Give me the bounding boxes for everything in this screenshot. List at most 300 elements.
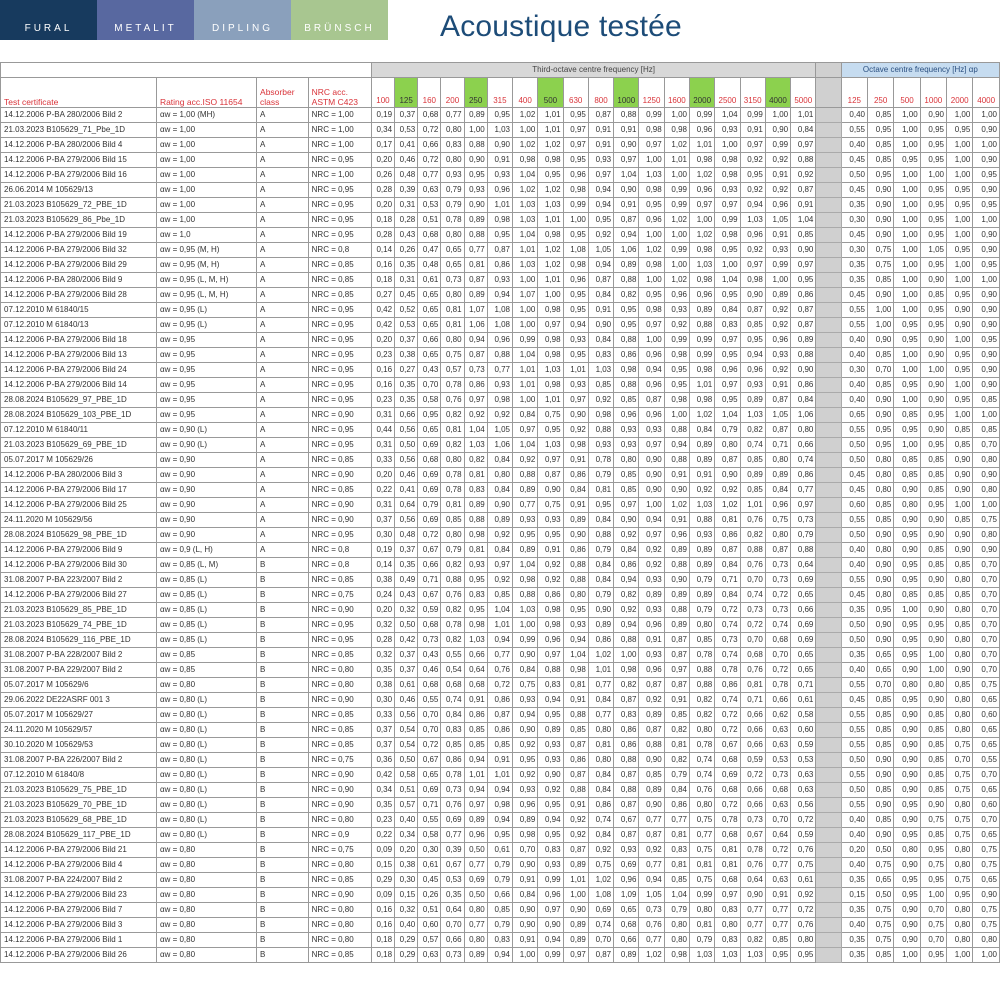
cell-octave-value: 0,85 bbox=[920, 453, 946, 468]
cell-nrc: NRC = 0,80 bbox=[308, 858, 371, 873]
cell-third-octave-value: 0,56 bbox=[395, 513, 418, 528]
cell-octave-value: 0,80 bbox=[920, 678, 946, 693]
cell-third-octave-value: 1,00 bbox=[664, 228, 689, 243]
octave-header-1000: 1000 bbox=[920, 78, 946, 108]
table-row bbox=[1, 423, 1000, 438]
cell-third-octave-value: 0,92 bbox=[563, 423, 588, 438]
cell-third-octave-value: 0,97 bbox=[614, 153, 639, 168]
cell-rating: αw = 0,85 (L) bbox=[156, 588, 256, 603]
cell-rating: αw = 0,95 bbox=[156, 363, 256, 378]
cell-third-octave-value: 0,92 bbox=[765, 318, 790, 333]
cell-octave-value: 1,00 bbox=[946, 168, 972, 183]
cell-third-octave-value: 1,00 bbox=[513, 618, 538, 633]
cell-third-octave-value: 0,34 bbox=[395, 828, 418, 843]
cell-third-octave-value: 0,89 bbox=[563, 918, 588, 933]
cell-third-octave-value: 1,02 bbox=[664, 138, 689, 153]
table-row bbox=[1, 903, 1000, 918]
cell-third-octave-value: 0,86 bbox=[563, 753, 588, 768]
cell-third-octave-value: 0,89 bbox=[689, 303, 714, 318]
cell-test-certificate: 07.12.2010 M 61840/15 bbox=[1, 303, 157, 318]
cell-third-octave-value: 0,84 bbox=[588, 288, 613, 303]
cell-third-octave-value: 0,68 bbox=[740, 648, 765, 663]
cell-third-octave-value: 0,85 bbox=[588, 378, 613, 393]
cell-third-octave-value: 0,89 bbox=[538, 723, 563, 738]
table-row bbox=[1, 273, 1000, 288]
cell-third-octave-value: 0,94 bbox=[487, 633, 512, 648]
freq-header-2000: 2000 bbox=[689, 78, 714, 108]
cell-third-octave-value: 0,37 bbox=[371, 723, 394, 738]
table-row bbox=[1, 288, 1000, 303]
cell-octave-value: 0,90 bbox=[973, 468, 1000, 483]
cell-octave-value: 1,00 bbox=[894, 438, 920, 453]
cell-third-octave-value: 0,94 bbox=[464, 753, 487, 768]
cell-third-octave-value: 0,78 bbox=[441, 768, 464, 783]
cell-rating: αw = 1,0 bbox=[156, 228, 256, 243]
cell-octave-value: 0,55 bbox=[841, 768, 867, 783]
cell-third-octave-value: 0,91 bbox=[664, 513, 689, 528]
cell-third-octave-value: 0,66 bbox=[464, 648, 487, 663]
cell-third-octave-value: 0,87 bbox=[614, 213, 639, 228]
cell-third-octave-value: 0,80 bbox=[441, 528, 464, 543]
cell-third-octave-value: 0,90 bbox=[464, 153, 487, 168]
cell-third-octave-value: 0,98 bbox=[639, 303, 664, 318]
cell-third-octave-value: 0,78 bbox=[765, 678, 790, 693]
cell-rating: αw = 0,95 (L) bbox=[156, 318, 256, 333]
cell-third-octave-value: 0,50 bbox=[395, 438, 418, 453]
cell-octave-value: 0,70 bbox=[973, 768, 1000, 783]
cell-third-octave-value: 0,97 bbox=[664, 663, 689, 678]
cell-octave-value: 0,90 bbox=[894, 663, 920, 678]
cell-test-certificate: 14.12.2006 P-BA 280/2006 Bild 3 bbox=[1, 468, 157, 483]
cell-octave-value: 0,65 bbox=[973, 723, 1000, 738]
cell-absorber-class: A bbox=[257, 243, 309, 258]
cell-third-octave-value: 0,98 bbox=[513, 153, 538, 168]
cell-octave-value: 0,90 bbox=[868, 228, 894, 243]
cell-third-octave-value: 0,53 bbox=[418, 198, 441, 213]
cell-third-octave-value: 0,97 bbox=[791, 138, 816, 153]
cell-octave-value: 0,70 bbox=[868, 363, 894, 378]
cell-octave-value: 0,45 bbox=[841, 693, 867, 708]
cell-third-octave-value: 0,82 bbox=[689, 693, 714, 708]
cell-third-octave-value: 0,66 bbox=[740, 738, 765, 753]
cell-octave-value: 0,55 bbox=[841, 318, 867, 333]
cell-third-octave-value: 1,04 bbox=[513, 438, 538, 453]
cell-octave-value: 0,90 bbox=[973, 153, 1000, 168]
cell-octave-value: 0,65 bbox=[868, 873, 894, 888]
cell-octave-value: 1,00 bbox=[894, 348, 920, 363]
cell-third-octave-value: 0,96 bbox=[513, 798, 538, 813]
cell-test-certificate: 31.08.2007 P-BA 228/2007 Bild 2 bbox=[1, 648, 157, 663]
cell-third-octave-value: 0,75 bbox=[513, 678, 538, 693]
cell-third-octave-value: 1,00 bbox=[715, 138, 740, 153]
cell-octave-value: 0,55 bbox=[841, 738, 867, 753]
cell-third-octave-value: 0,89 bbox=[765, 468, 790, 483]
cell-octave-value: 0,90 bbox=[973, 243, 1000, 258]
cell-octave-value: 0,95 bbox=[920, 258, 946, 273]
cell-third-octave-value: 0,72 bbox=[791, 813, 816, 828]
cell-octave-value: 1,00 bbox=[894, 288, 920, 303]
cell-octave-value: 0,35 bbox=[841, 948, 867, 963]
cell-third-octave-value: 0,42 bbox=[371, 318, 394, 333]
row-separator bbox=[816, 393, 841, 408]
row-separator bbox=[816, 228, 841, 243]
cell-third-octave-value: 0,79 bbox=[487, 858, 512, 873]
cell-third-octave-value: 0,66 bbox=[487, 888, 512, 903]
cell-octave-value: 0,95 bbox=[946, 198, 972, 213]
cell-third-octave-value: 0,98 bbox=[538, 348, 563, 363]
cell-test-certificate: 07.12.2010 M 61840/13 bbox=[1, 318, 157, 333]
cell-third-octave-value: 0,97 bbox=[614, 498, 639, 513]
cell-third-octave-value: 0,55 bbox=[418, 693, 441, 708]
cell-third-octave-value: 0,83 bbox=[715, 903, 740, 918]
cell-octave-value: 0,80 bbox=[868, 588, 894, 603]
cell-third-octave-value: 0,84 bbox=[791, 393, 816, 408]
cell-third-octave-value: 0,96 bbox=[614, 873, 639, 888]
cell-rating: αw = 0,95 bbox=[156, 408, 256, 423]
cell-third-octave-value: 0,88 bbox=[588, 423, 613, 438]
cell-test-certificate: 14.12.2006 P-BA 279/2006 Bild 15 bbox=[1, 153, 157, 168]
cell-third-octave-value: 0,85 bbox=[614, 483, 639, 498]
cell-octave-value: 0,90 bbox=[920, 693, 946, 708]
freq-header-315: 315 bbox=[487, 78, 512, 108]
cell-octave-value: 0,35 bbox=[841, 603, 867, 618]
cell-nrc: NRC = 0,90 bbox=[308, 498, 371, 513]
cell-third-octave-value: 1,00 bbox=[464, 123, 487, 138]
table-row bbox=[1, 678, 1000, 693]
cell-octave-value: 0,85 bbox=[946, 678, 972, 693]
cell-nrc: NRC = 0,75 bbox=[308, 753, 371, 768]
cell-third-octave-value: 0,64 bbox=[765, 828, 790, 843]
cell-octave-value: 0,80 bbox=[973, 453, 1000, 468]
cell-third-octave-value: 0,77 bbox=[639, 933, 664, 948]
cell-third-octave-value: 0,93 bbox=[538, 753, 563, 768]
cell-rating: αw = 0,80 bbox=[156, 843, 256, 858]
cell-third-octave-value: 0,54 bbox=[441, 663, 464, 678]
cell-nrc: NRC = 0,85 bbox=[308, 453, 371, 468]
cell-absorber-class: A bbox=[257, 273, 309, 288]
cell-octave-value: 0,95 bbox=[920, 843, 946, 858]
row-separator bbox=[816, 168, 841, 183]
third-octave-header: Third-octave centre frequency [Hz] bbox=[371, 63, 816, 78]
cell-third-octave-value: 0,74 bbox=[740, 588, 765, 603]
cell-third-octave-value: 1,02 bbox=[689, 168, 714, 183]
cell-third-octave-value: 0,54 bbox=[395, 723, 418, 738]
cell-absorber-class: B bbox=[257, 888, 309, 903]
cell-third-octave-value: 0,83 bbox=[588, 348, 613, 363]
cell-test-certificate: 14.12.2006 P-BA 279/2006 Bild 14 bbox=[1, 378, 157, 393]
cell-third-octave-value: 0,96 bbox=[689, 183, 714, 198]
cell-absorber-class: B bbox=[257, 693, 309, 708]
cell-third-octave-value: 1,01 bbox=[538, 213, 563, 228]
cell-nrc: NRC = 0,85 bbox=[308, 873, 371, 888]
cell-third-octave-value: 0,97 bbox=[791, 258, 816, 273]
cell-nrc: NRC = 0,90 bbox=[308, 513, 371, 528]
cell-third-octave-value: 0,43 bbox=[395, 228, 418, 243]
cell-third-octave-value: 0,92 bbox=[563, 813, 588, 828]
row-separator bbox=[816, 513, 841, 528]
row-separator bbox=[816, 453, 841, 468]
cell-third-octave-value: 0,18 bbox=[371, 273, 394, 288]
cell-octave-value: 1,00 bbox=[946, 333, 972, 348]
cell-third-octave-value: 0,65 bbox=[418, 768, 441, 783]
cell-third-octave-value: 0,93 bbox=[765, 348, 790, 363]
cell-octave-value: 0,95 bbox=[920, 153, 946, 168]
cell-octave-value: 0,85 bbox=[973, 423, 1000, 438]
cell-third-octave-value: 0,37 bbox=[395, 663, 418, 678]
cell-octave-value: 0,95 bbox=[894, 873, 920, 888]
cell-octave-value: 0,55 bbox=[841, 678, 867, 693]
cell-test-certificate: 28.08.2024 B105629_97_PBE_1D bbox=[1, 393, 157, 408]
cell-third-octave-value: 0,95 bbox=[563, 108, 588, 123]
cell-third-octave-value: 0,83 bbox=[538, 678, 563, 693]
cell-octave-value: 0,65 bbox=[973, 693, 1000, 708]
cell-third-octave-value: 0,89 bbox=[639, 783, 664, 798]
cell-test-certificate: 14.12.2006 P-BA 279/2006 Bild 17 bbox=[1, 483, 157, 498]
cell-test-certificate: 24.11.2020 M 105629/56 bbox=[1, 513, 157, 528]
cell-octave-value: 0,75 bbox=[868, 918, 894, 933]
cell-third-octave-value: 1,04 bbox=[664, 888, 689, 903]
cell-third-octave-value: 0,89 bbox=[563, 513, 588, 528]
cell-third-octave-value: 0,28 bbox=[371, 183, 394, 198]
cell-third-octave-value: 0,39 bbox=[395, 183, 418, 198]
cell-third-octave-value: 0,85 bbox=[487, 588, 512, 603]
cell-octave-value: 0,90 bbox=[894, 723, 920, 738]
cell-third-octave-value: 0,95 bbox=[563, 288, 588, 303]
cell-third-octave-value: 0,99 bbox=[639, 108, 664, 123]
cell-third-octave-value: 0,23 bbox=[371, 348, 394, 363]
cell-third-octave-value: 0,99 bbox=[538, 873, 563, 888]
cell-third-octave-value: 0,90 bbox=[639, 483, 664, 498]
cell-third-octave-value: 0,99 bbox=[689, 348, 714, 363]
cell-third-octave-value: 0,80 bbox=[588, 753, 613, 768]
row-separator bbox=[816, 528, 841, 543]
cell-third-octave-value: 0,43 bbox=[418, 648, 441, 663]
cell-third-octave-value: 0,69 bbox=[418, 468, 441, 483]
cell-octave-value: 1,00 bbox=[920, 888, 946, 903]
cell-octave-value: 0,95 bbox=[920, 438, 946, 453]
cell-third-octave-value: 0,98 bbox=[513, 573, 538, 588]
cell-octave-value: 0,80 bbox=[946, 573, 972, 588]
cell-octave-value: 0,95 bbox=[920, 948, 946, 963]
cell-octave-value: 0,95 bbox=[894, 573, 920, 588]
cell-third-octave-value: 0,86 bbox=[563, 468, 588, 483]
cell-third-octave-value: 0,95 bbox=[563, 228, 588, 243]
cell-octave-value: 1,00 bbox=[894, 168, 920, 183]
cell-third-octave-value: 0,32 bbox=[395, 903, 418, 918]
cell-rating: αw = 0,80 bbox=[156, 903, 256, 918]
header-row-groups bbox=[1, 63, 1000, 78]
cell-third-octave-value: 0,92 bbox=[664, 318, 689, 333]
cell-test-certificate: 21.03.2023 B105629_68_PBE_1D bbox=[1, 813, 157, 828]
cell-third-octave-value: 0,92 bbox=[639, 543, 664, 558]
cell-third-octave-value: 0,97 bbox=[639, 138, 664, 153]
cell-third-octave-value: 1,03 bbox=[639, 168, 664, 183]
cell-third-octave-value: 0,50 bbox=[464, 843, 487, 858]
row-separator bbox=[816, 483, 841, 498]
row-separator bbox=[816, 663, 841, 678]
row-separator bbox=[816, 153, 841, 168]
cell-octave-value: 0,50 bbox=[868, 843, 894, 858]
cell-nrc: NRC = 0,95 bbox=[308, 153, 371, 168]
cell-third-octave-value: 0,85 bbox=[464, 738, 487, 753]
cell-third-octave-value: 0,98 bbox=[538, 603, 563, 618]
cell-rating: αw = 0,80 (L) bbox=[156, 798, 256, 813]
cell-third-octave-value: 0,88 bbox=[791, 153, 816, 168]
cell-third-octave-value: 0,82 bbox=[689, 708, 714, 723]
cell-third-octave-value: 0,85 bbox=[664, 873, 689, 888]
cell-rating: αw = 0,80 (L) bbox=[156, 828, 256, 843]
row-separator bbox=[816, 258, 841, 273]
cell-third-octave-value: 0,91 bbox=[689, 468, 714, 483]
cell-rating: αw = 0,95 (L, M, H) bbox=[156, 273, 256, 288]
cell-third-octave-value: 0,88 bbox=[664, 453, 689, 468]
table-row bbox=[1, 948, 1000, 963]
cell-octave-value: 0,90 bbox=[920, 528, 946, 543]
cell-third-octave-value: 0,96 bbox=[639, 213, 664, 228]
cell-third-octave-value: 0,96 bbox=[538, 633, 563, 648]
cell-third-octave-value: 0,68 bbox=[418, 678, 441, 693]
cell-third-octave-value: 1,00 bbox=[513, 123, 538, 138]
cell-third-octave-value: 0,98 bbox=[538, 378, 563, 393]
cell-third-octave-value: 0,43 bbox=[395, 588, 418, 603]
cell-third-octave-value: 0,85 bbox=[664, 708, 689, 723]
cell-third-octave-value: 0,52 bbox=[395, 303, 418, 318]
cell-third-octave-value: 0,74 bbox=[715, 693, 740, 708]
cell-third-octave-value: 0,18 bbox=[371, 948, 394, 963]
cell-third-octave-value: 1,03 bbox=[538, 363, 563, 378]
cell-third-octave-value: 0,98 bbox=[588, 408, 613, 423]
cell-octave-value: 1,00 bbox=[920, 648, 946, 663]
cell-nrc: NRC = 0,90 bbox=[308, 468, 371, 483]
cell-third-octave-value: 0,37 bbox=[371, 738, 394, 753]
cell-third-octave-value: 1,02 bbox=[513, 183, 538, 198]
cell-third-octave-value: 0,90 bbox=[614, 513, 639, 528]
cell-nrc: NRC = 0,85 bbox=[308, 573, 371, 588]
cell-octave-value: 0,95 bbox=[920, 318, 946, 333]
cell-third-octave-value: 0,93 bbox=[614, 438, 639, 453]
cell-third-octave-value: 0,89 bbox=[464, 108, 487, 123]
cell-third-octave-value: 0,57 bbox=[418, 933, 441, 948]
freq-header-630: 630 bbox=[563, 78, 588, 108]
cell-octave-value: 0,95 bbox=[973, 258, 1000, 273]
table-row bbox=[1, 648, 1000, 663]
table-row bbox=[1, 738, 1000, 753]
cell-third-octave-value: 0,91 bbox=[791, 198, 816, 213]
cell-third-octave-value: 0,66 bbox=[765, 693, 790, 708]
cell-third-octave-value: 0,82 bbox=[441, 558, 464, 573]
cell-third-octave-value: 0,76 bbox=[689, 783, 714, 798]
cell-third-octave-value: 0,97 bbox=[538, 648, 563, 663]
cell-third-octave-value: 0,56 bbox=[395, 708, 418, 723]
cell-third-octave-value: 1,00 bbox=[513, 948, 538, 963]
cell-third-octave-value: 0,77 bbox=[441, 108, 464, 123]
cell-third-octave-value: 0,94 bbox=[464, 333, 487, 348]
cell-octave-value: 0,85 bbox=[946, 588, 972, 603]
cell-third-octave-value: 0,99 bbox=[664, 183, 689, 198]
cell-third-octave-value: 1,00 bbox=[664, 108, 689, 123]
cell-octave-value: 0,55 bbox=[841, 573, 867, 588]
cell-third-octave-value: 0,86 bbox=[464, 708, 487, 723]
cell-third-octave-value: 0,85 bbox=[740, 453, 765, 468]
cell-third-octave-value: 0,84 bbox=[588, 783, 613, 798]
cell-third-octave-value: 0,96 bbox=[563, 273, 588, 288]
cell-octave-value: 0,90 bbox=[868, 633, 894, 648]
cell-octave-value: 0,70 bbox=[973, 663, 1000, 678]
cell-third-octave-value: 0,88 bbox=[614, 108, 639, 123]
cell-third-octave-value: 0,80 bbox=[689, 903, 714, 918]
cell-third-octave-value: 0,74 bbox=[765, 618, 790, 633]
cell-absorber-class: A bbox=[257, 468, 309, 483]
cell-octave-value: 0,40 bbox=[841, 108, 867, 123]
cell-third-octave-value: 1,00 bbox=[639, 333, 664, 348]
cell-octave-value: 0,85 bbox=[973, 393, 1000, 408]
cell-octave-value: 0,35 bbox=[841, 258, 867, 273]
cell-third-octave-value: 0,53 bbox=[395, 123, 418, 138]
cell-octave-value: 1,00 bbox=[973, 498, 1000, 513]
table-row bbox=[1, 813, 1000, 828]
cell-third-octave-value: 0,86 bbox=[614, 723, 639, 738]
cell-third-octave-value: 0,96 bbox=[689, 288, 714, 303]
cell-third-octave-value: 0,98 bbox=[538, 618, 563, 633]
row-separator bbox=[816, 828, 841, 843]
cell-third-octave-value: 0,76 bbox=[441, 588, 464, 603]
cell-third-octave-value: 1,00 bbox=[639, 228, 664, 243]
cell-third-octave-value: 0,72 bbox=[418, 528, 441, 543]
cell-third-octave-value: 0,84 bbox=[588, 768, 613, 783]
freq-header-5000: 5000 bbox=[791, 78, 816, 108]
cell-third-octave-value: 0,81 bbox=[740, 678, 765, 693]
row-separator bbox=[816, 918, 841, 933]
row-separator bbox=[816, 753, 841, 768]
cell-third-octave-value: 0,53 bbox=[791, 753, 816, 768]
cell-third-octave-value: 0,86 bbox=[588, 633, 613, 648]
cell-octave-value: 0,95 bbox=[894, 828, 920, 843]
cell-nrc: NRC = 0,95 bbox=[308, 378, 371, 393]
cell-third-octave-value: 0,95 bbox=[513, 753, 538, 768]
cell-third-octave-value: 1,03 bbox=[538, 198, 563, 213]
cell-octave-value: 0,80 bbox=[868, 453, 894, 468]
cell-third-octave-value: 0,88 bbox=[689, 513, 714, 528]
cell-third-octave-value: 0,82 bbox=[614, 678, 639, 693]
cell-third-octave-value: 0,63 bbox=[765, 798, 790, 813]
cell-third-octave-value: 0,95 bbox=[740, 333, 765, 348]
cell-third-octave-value: 1,04 bbox=[715, 273, 740, 288]
cell-third-octave-value: 0,86 bbox=[664, 798, 689, 813]
cell-third-octave-value: 1,02 bbox=[715, 498, 740, 513]
cell-third-octave-value: 0,82 bbox=[441, 408, 464, 423]
table-row bbox=[1, 708, 1000, 723]
cell-third-octave-value: 0,84 bbox=[563, 483, 588, 498]
cell-third-octave-value: 0,88 bbox=[689, 678, 714, 693]
freq-header-100: 100 bbox=[371, 78, 394, 108]
cell-third-octave-value: 0,73 bbox=[715, 633, 740, 648]
freq-header-125: 125 bbox=[395, 78, 418, 108]
cell-third-octave-value: 0,98 bbox=[538, 333, 563, 348]
cell-octave-value: 0,95 bbox=[920, 303, 946, 318]
cell-test-certificate: 14.12.2006 P-BA 279/2006 Bild 3 bbox=[1, 918, 157, 933]
row-separator bbox=[816, 783, 841, 798]
cell-absorber-class: A bbox=[257, 168, 309, 183]
cell-third-octave-value: 0,68 bbox=[418, 453, 441, 468]
cell-third-octave-value: 0,89 bbox=[513, 813, 538, 828]
cell-octave-value: 0,90 bbox=[894, 783, 920, 798]
cell-third-octave-value: 0,66 bbox=[395, 408, 418, 423]
cell-absorber-class: A bbox=[257, 138, 309, 153]
brand-logos bbox=[0, 0, 388, 40]
cell-third-octave-value: 0,57 bbox=[395, 798, 418, 813]
cell-third-octave-value: 1,00 bbox=[689, 213, 714, 228]
cell-third-octave-value: 1,01 bbox=[689, 138, 714, 153]
